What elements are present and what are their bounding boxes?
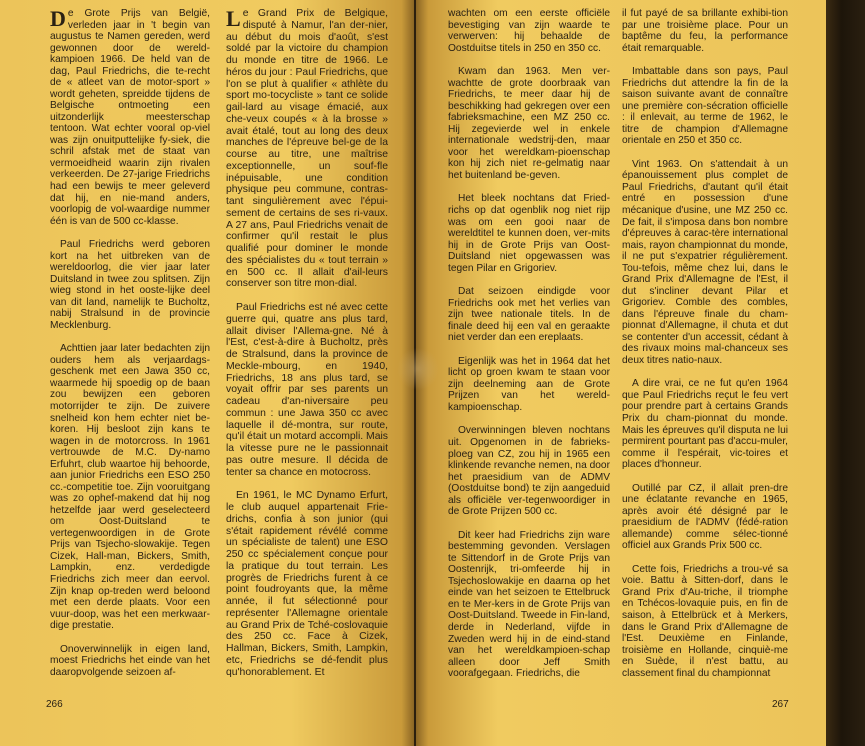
paragraph: Outillé par CZ, il allait pren-dre une éclatante revanche en 1965, après avoir été désigné par le praesidium de l'ADMV (fédé-ration allemande) comme sélec-tionné officiel aux Grands Prix 500 cc. bbox=[622, 482, 788, 552]
column-french-1 bbox=[226, 8, 388, 690]
paragraph: Overwinningen bleven nochtans uit. Opgenomen in de fabrieks-ploeg van CZ, zou hij in 1965 een klinkende revanche nemen, na door het praesidium van de ADMV (Oostduitse bond) te zijn aangeduid als officiële ver-tegenwoordiger in de Grote Prijzen 500 cc. bbox=[448, 425, 610, 518]
left-page bbox=[0, 0, 414, 746]
column-dutch-1 bbox=[50, 8, 210, 690]
paragraph: Dit keer had Friedrichs zijn ware bestemming gevonden. Verslagen te Sittendorf in de Grote Prijs van Oostenrijk, tri-omfeerde hij in Tsjechoslowakije en daarna op het einde van het seizoen te Ettelbruck en te Mer-kers in de Grote Prijs van Oost-Duitsland. Tweede in Fin-land, derde in Nederland, vijfde in Zweden werd hij in de eind-stand van het wereldkampioen-schap alleen door Jeff Smith voorafgegaan. Friedrichs, die bbox=[448, 529, 610, 680]
paragraph: wachten om een eerste officiële bevestiging van zijn waarde te verwerven: hij behaalde de Oostduitse titels in 250 en 350 cc. bbox=[448, 8, 610, 54]
paragraph: En 1961, le MC Dynamo Erfurt, le club auquel appartenait Frie-drichs, confia à son junior (qui s'était rapidement révélé comme un spécialiste de talent) une ESO 250 cc spécialement conçue pour la pratique du tout terrain. Les progrès de Friedrichs furent à ce point foudroyants que, la même année, il fut sélectionné pour représenter l'Allemagne orientale au Grand Prix de Tché-coslovaquie des 250 cc. Face à Cizek, Hallman, Bickers, Smith, Lampkin, etc, Friedrichs se dé-fendit plus qu'honorablement. Et bbox=[226, 490, 388, 678]
drop-cap: L bbox=[226, 6, 241, 31]
paragraph: Onoverwinnelijk in eigen land, moest Friedrichs het einde van het daaropvolgende seizoen af- bbox=[50, 643, 210, 678]
paragraph: Achttien jaar later bedachten zijn ouders hem als verjaardags-geschenk met een Jawa 350 cc, waarmede hij spoedig op de baan zou bewijzen een geboren motorrijder te zijn. De zuivere snelheid kon hem echter niet be-koren. Hij besloot zijn kans te wagen in de motorcross. In 1961 vertrouwde de M.C. Dy-namo Erfuhrt, club waartoe hij behoorde, aan junior Friedrichs een ESO 250 cc.-competitie toe. Zijn vooruitgang was zo ophef-makend dat hij nog hetzelfde jaar werd geselecteerd om Oost-Duitsland te vertegenwoordigen in de Grote Prijs van Tsjecho-slowakije. Tegen Cizek, Hall-man, Bickers, Smith, Lampkin, enz. verdedigde Friedrichs zich meer dan eervol. Zijn knap op-treden werd beloond met een derde plaats. Voor een vuur-doop, was het een merkwaar-dige prestatie. bbox=[50, 343, 210, 632]
paragraph: A dire vrai, ce ne fut qu'en 1964 que Paul Friedrichs reçut le feu vert pour prendre part à certains Grands Prix du cham-pionnat du monde. Mais les épreuves qu'il disputa ne lui permirent pourtant pas d'accu-muler, comme il l'espérait, vic-toires et places d'honneur. bbox=[622, 378, 788, 471]
paragraph: Eigenlijk was het in 1964 dat het licht op groen kwam te staan voor zijn deelneming aan de Grote Prijzen van het wereld-kampioenschap. bbox=[448, 355, 610, 413]
page-number: 267 bbox=[772, 699, 789, 710]
book-edge bbox=[826, 0, 865, 746]
column-dutch-2 bbox=[448, 8, 610, 692]
page-number: 266 bbox=[46, 699, 63, 710]
paragraph: Kwam dan 1963. Men ver-wachtte de grote doorbraak van Friedrichs, te meer daar hij de beschikking had gekregen over een fabrieksmachine, een MZ 250 cc. Hij zegevierde wel in enkele internationale wedstrij-den, maar voor het wereldkam-pioenschap kon hij zich niet re-gelmatig naar het buitenland be-geven. bbox=[448, 66, 610, 181]
paragraph: il fut payé de sa brillante exhibi-tion par une troisième place. Pour un baptême du feu, la performance était remarquable. bbox=[622, 8, 788, 54]
column-french-2 bbox=[622, 8, 788, 691]
paragraph: Cette fois, Friedrichs a trou-vé sa voie. Battu à Sitten-dorf, dans le Grand Prix d'Au-triche, il triomphe en Tchécos-lovaquie puis, en fin de saison, à Ettelbrück et à Merkers, dans le Grand Prix d'Allemagne de l'Est. Deuxième en Finlande, troisième en Hollande, cinquiè-me en Suède, il n'est battu, au classement final du championnat bbox=[622, 563, 788, 679]
paragraph: Dat seizoen eindigde voor Friedrichs ook met het verlies van zijn twee nationale titels. In de finale deed hij een val en geraakte niet verder dan een ereplaats. bbox=[448, 286, 610, 344]
paragraph: Imbattable dans son pays, Paul Friedrichs dut attendre la fin de la saison suivante avant de connaître une première con-sécration officielle : il enlevait, au terme de 1962, le titre de champion d'Allemagne orientale en 250 et 350 cc. bbox=[622, 66, 788, 147]
paragraph: De Grote Prijs van België, verleden jaar in 't begin van augustus te Namen gereden, werd gewonnen door de wereld-kampioen 1966. De held van de dag, Paul Friedrichs, die te-recht de « atleet van de motor-sport » wordt geheten, spreidde tijdens de Belgische ontmoeting een uitzonderlijk meesterschap tentoon. Wat echter vooral op-viel was zijn onuitputtelijke fy-siek, die schril afstak met de staat van vermoeidheid waarin zijn rivalen verkeerden. De 27-jarige Friedrichs had een bewijs te meer geleverd dat hij, en nie-mand anders, voorlopig de vol-waardige nummer één is van de 500 cc-klasse. bbox=[50, 6, 210, 227]
library-stamp-mark bbox=[398, 346, 438, 392]
paragraph: Het bleek nochtans dat Fried-richs op dat ogenblik nog niet rijp was om een gooi naar de wereldtitel te kunnen doen, ver-mits hij in de Grote Prijs van Oost-Duitsland niet opgewassen was tegen Pilar en Grigoriev. bbox=[448, 193, 610, 274]
drop-cap: D bbox=[50, 6, 66, 31]
paragraph: Paul Friedrichs est né avec cette guerre qui, quatre ans plus tard, allait diviser l'Allema-gne. Né à l'Est, c'est-à-dire à Bucholtz, près de Stralsund, dans la province de Meckle-mbourg, en 1940, Friedrichs, 18 ans plus tard, se voyait offrir par ses parents un cadeau d'an-niversaire peu commun : une Jawa 350 cc avec laquelle il dé-montra, sur route, qu'il était un motard accompli. Mais la vitesse pure ne le passionnait pas outre mesure. Il décida de tenter sa chance en motocross. bbox=[226, 302, 388, 478]
paragraph: Paul Friedrichs werd geboren kort na het uitbreken van de wereldoorlog, die vier jaar later Duitsland in twee zou splitsen. Zijn wieg stond in het ooste-lijke deel van dit land, namelijk te Bucholtz, nabij Stralsund in de provincie Mecklenburg. bbox=[50, 239, 210, 331]
paragraph: Vint 1963. On s'attendait à un épanouissement plus complet de Paul Friedrichs, d'autant qu'il était entré en possession d'une mécanique d'usine, une MZ 250 cc. De fait, il s'imposa dans bon nombre d'épreuves à carac-tère international mais, rayon championnat du monde, il ne put s'expatrier régulièrement. Tou-tefois, même chez lui, dans le Grand Prix d'Allemagne de l'Est, il dut s'incliner devant Pilar et Grigoriev. Comble des combles, dans l'épreuve finale du cham-pionnat d'Allemagne, il chuta et dut se contenter d'un accessit, cédant à des rivaux moins mal-chanceux ses deux titres natio-naux. bbox=[622, 158, 788, 366]
paragraph: Le Grand Prix de Belgique, disputé à Namur, l'an der-nier, au début du mois d'août, s'est soldé par la victoire du champion du monde en titre de 1966. Le héros du jour : Paul Friedrichs, que l'on se plut à qualifier « athlète du sport mo-tocycliste » tant ce solide gail-lard au visage émacié, aux che-veux coupés « à la brosse » avait étalé, tout au long des deux manches de l'épreuve bel-ge de la course au titre, une maîtrise exceptionnelle, un souf-fle inépuisable, une condition physique peu commune, contras-tant singulièrement avec l'épui-sement de certains de ses ri-vaux. A 27 ans, Paul Friedrichs venait de confirmer qu'il restait le plus qualifié pour dominer le monde des spécialistes du « tout terrain » en 500 cc. Il allait d'ail-leurs conserver son titre mon-dial. bbox=[226, 6, 388, 290]
